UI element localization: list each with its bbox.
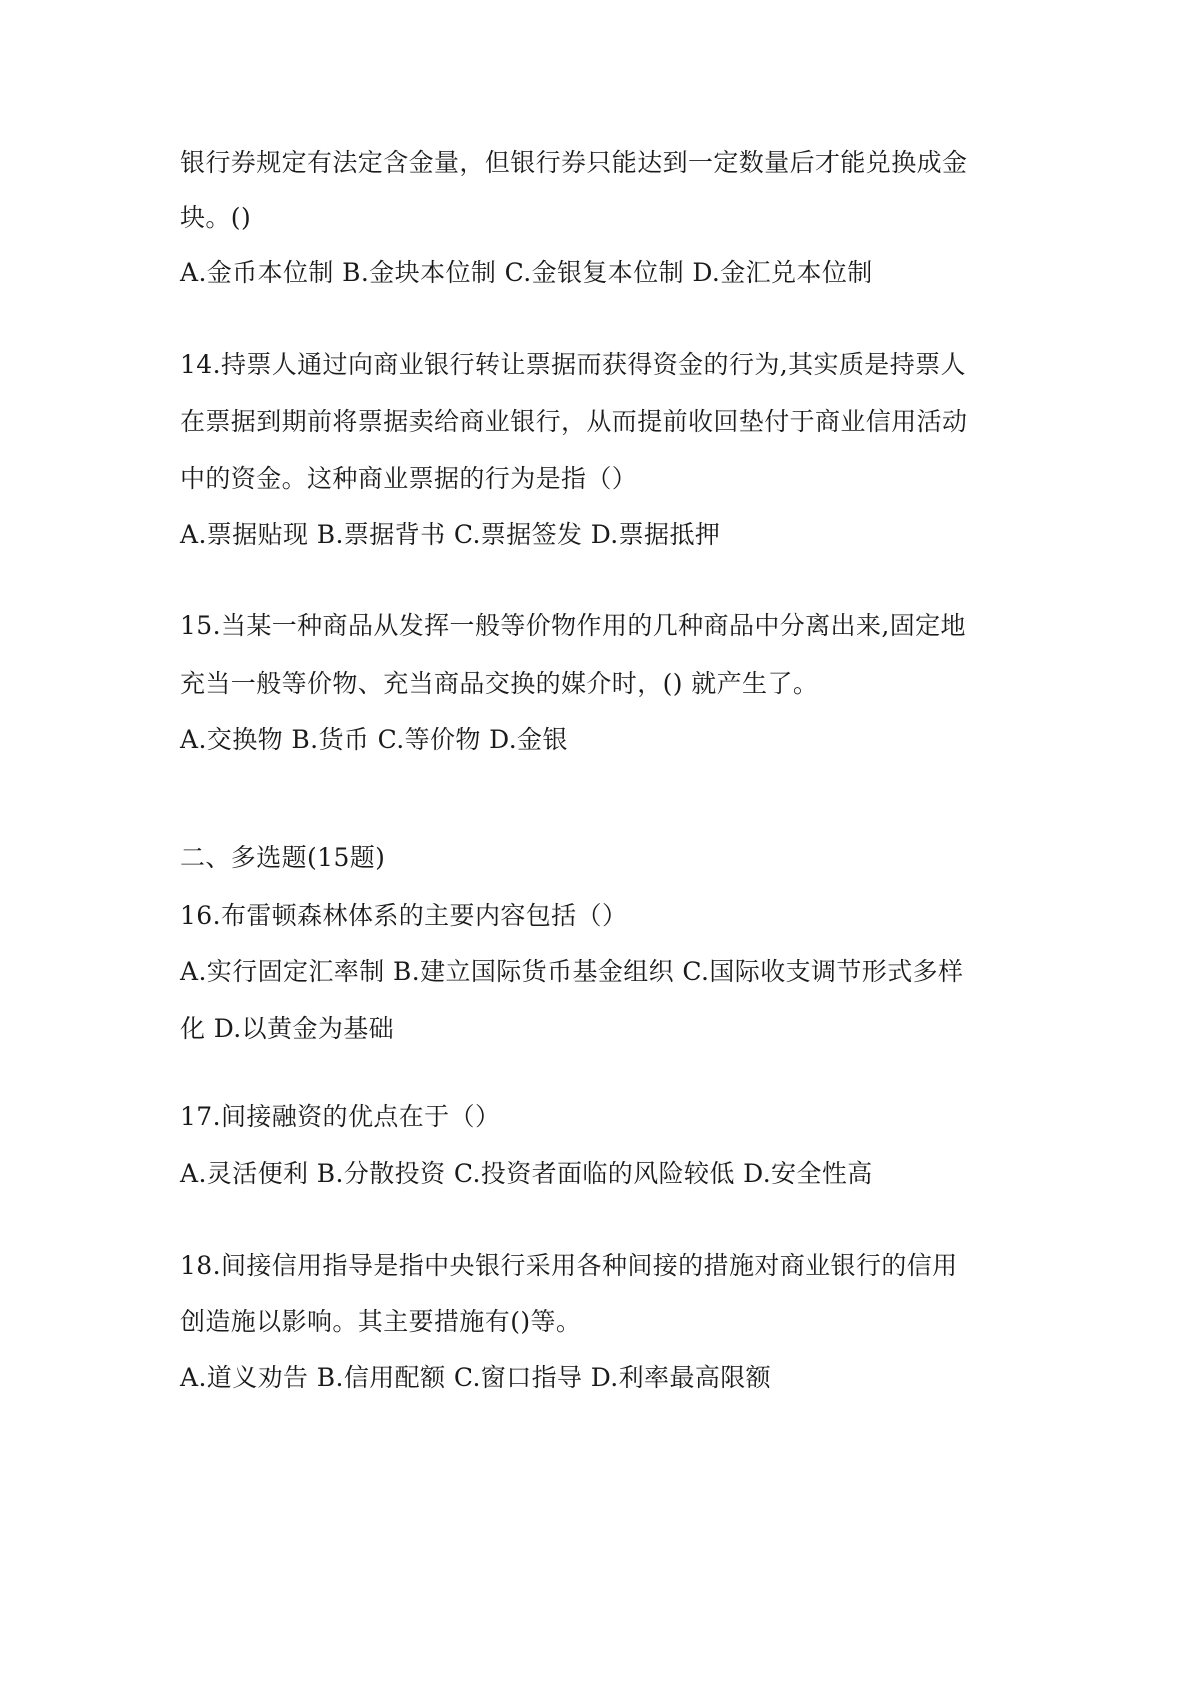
- q16-text-line-1: 16.布雷顿森林体系的主要内容包括（）: [180, 901, 628, 930]
- q14-text-line-1: 14.持票人通过向商业银行转让票据而获得资金的行为,其实质是持票人: [180, 350, 966, 379]
- q18-text-line-1: 18.间接信用指导是指中央银行采用各种间接的措施对商业银行的信用: [180, 1251, 958, 1280]
- q18-text-line-2: 创造施以影响。其主要措施有()等。: [180, 1307, 582, 1336]
- q14-options: A.票据贴现 B.票据背书 C.票据签发 D.票据抵押: [180, 520, 721, 549]
- q15-options: A.交换物 B.货币 C.等价物 D.金银: [180, 725, 568, 754]
- q16-options-line-1: A.实行固定汇率制 B.建立国际货币基金组织 C.国际收支调节形式多样: [180, 957, 964, 986]
- q13-text-line-2: 块。(): [180, 203, 252, 232]
- q13-text-line-1: 银行券规定有法定含金量，但银行券只能达到一定数量后才能兑换成金: [180, 148, 968, 177]
- q17-options: A.灵活便利 B.分散投资 C.投资者面临的风险较低 D.安全性高: [180, 1159, 873, 1188]
- q14-text-line-3: 中的资金。这种商业票据的行为是指（）: [180, 464, 638, 493]
- q15-text-line-2: 充当一般等价物、充当商品交换的媒介时，() 就产生了。: [180, 669, 819, 698]
- q14-text-line-2: 在票据到期前将票据卖给商业银行，从而提前收回垫付于商业信用活动: [180, 407, 968, 436]
- q16-options-line-2: 化 D.以黄金为基础: [180, 1014, 395, 1043]
- q13-options: A.金币本位制 B.金块本位制 C.金银复本位制 D.金汇兑本位制: [180, 258, 873, 287]
- q15-text-line-1: 15.当某一种商品从发挥一般等价物作用的几种商品中分离出来,固定地: [180, 611, 966, 640]
- q18-options: A.道义劝告 B.信用配额 C.窗口指导 D.利率最高限额: [180, 1363, 772, 1392]
- section-heading-multiple-choice: 二、多选题(15题): [180, 843, 386, 872]
- q17-text-line-1: 17.间接融资的优点在于（）: [180, 1102, 501, 1131]
